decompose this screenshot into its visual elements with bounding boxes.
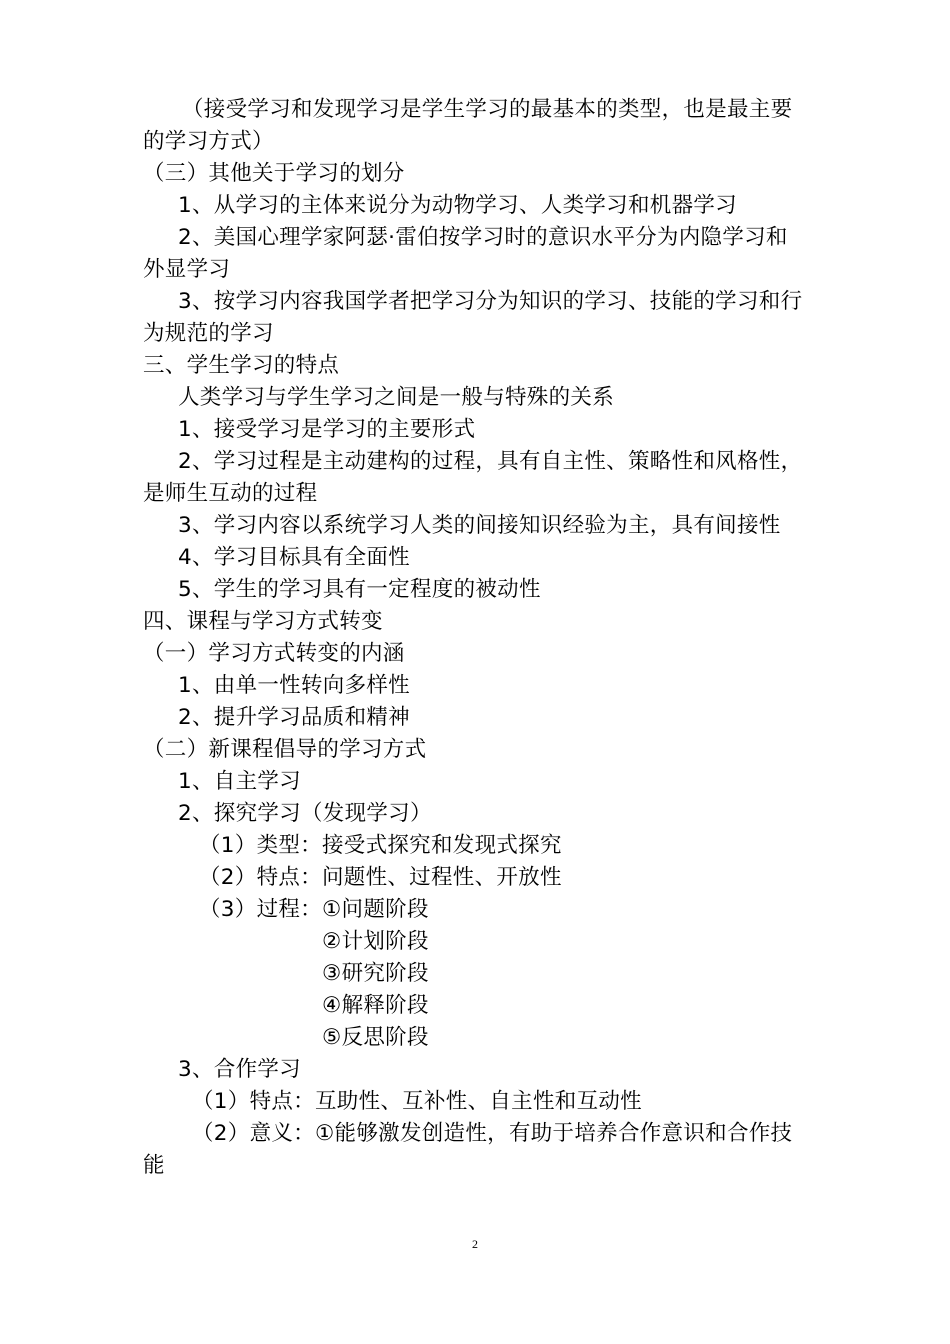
stage-item: ④解释阶段: [322, 993, 429, 1018]
text-line: 为规范的学习: [143, 321, 274, 346]
list-item: 5、学生的学习具有一定程度的被动性: [178, 577, 541, 602]
section-heading: 三、学生学习的特点: [143, 353, 340, 378]
sub-list-item: （2）特点：问题性、过程性、开放性: [199, 865, 562, 890]
list-item: 2、美国心理学家阿瑟·雷伯按学习时的意识水平分为内隐学习和: [178, 225, 788, 250]
text-line: 人类学习与学生学习之间是一般与特殊的关系: [178, 385, 615, 410]
section-heading: （一）学习方式转变的内涵: [143, 641, 405, 666]
section-heading: （三）其他关于学习的划分: [143, 161, 405, 186]
text-line: 外显学习: [143, 257, 231, 282]
section-heading: （二）新课程倡导的学习方式: [143, 737, 427, 762]
text-line-1: （接受学习和发现学习是学生学习的最基本的类型，也是最主要: [182, 97, 793, 122]
section-heading: 四、课程与学习方式转变: [143, 609, 383, 634]
page-number: 2: [472, 1237, 478, 1251]
list-item: 2、提升学习品质和精神: [178, 705, 410, 730]
list-item: 2、探究学习（发现学习）: [178, 801, 432, 826]
stage-item: ②计划阶段: [322, 929, 429, 954]
stage-item: ③研究阶段: [322, 961, 429, 986]
list-item: 3、合作学习: [178, 1057, 301, 1082]
list-item: 2、学习过程是主动建构的过程，具有自主性、策略性和风格性，: [178, 449, 803, 474]
list-item: 1、自主学习: [178, 769, 301, 794]
sub-list-item: （1）特点：互助性、互补性、自主性和互动性: [192, 1089, 642, 1114]
list-item: 1、接受学习是学习的主要形式: [178, 417, 476, 442]
list-item: 1、从学习的主体来说分为动物学习、人类学习和机器学习: [178, 193, 737, 218]
list-item: 3、学习内容以系统学习人类的间接知识经验为主，具有间接性: [178, 513, 781, 538]
list-item: 4、学习目标具有全面性: [178, 545, 410, 570]
text-line-2: 的学习方式）: [143, 129, 274, 154]
stage-item: ⑤反思阶段: [322, 1025, 429, 1050]
list-item: 3、按学习内容我国学者把学习分为知识的学习、技能的学习和行: [178, 289, 803, 314]
sub-list-item: （1）类型：接受式探究和发现式探究: [199, 833, 562, 858]
sub-list-item: （3）过程：①问题阶段: [199, 897, 429, 922]
text-line: 是师生互动的过程: [143, 481, 318, 506]
list-item: 1、由单一性转向多样性: [178, 673, 410, 698]
text-line: 能: [143, 1153, 165, 1178]
sub-list-item: （2）意义：①能够激发创造性，有助于培养合作意识和合作技: [192, 1121, 793, 1146]
